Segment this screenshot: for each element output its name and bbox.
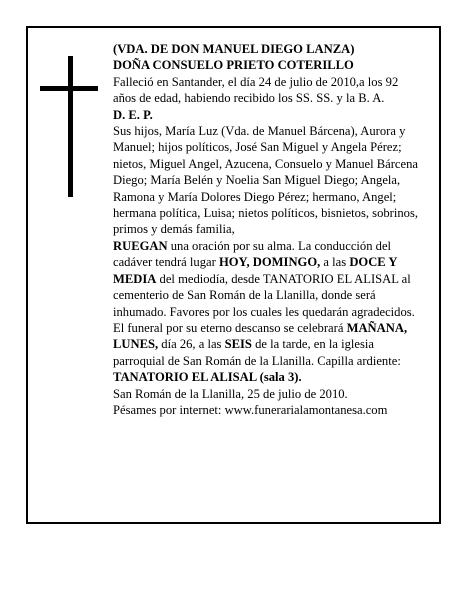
obituary-frame — [26, 26, 441, 524]
ceremony-paragraph: RUEGAN una oración por su alma. La conducción del cadáver tendrá lugar HOY, DOMINGO, a las DOCE Y MEDIA del mediodía, desde TANATORIO EL ALISAL al cementerio de San Román de la Llanilla, donde será inhumado. Favores por los cuales les quedarán agradecidos. El funeral por su eterno descanso se celebrará MAÑANA, LUNES, día 26, a las SEIS de la tarde, en la iglesia parroquial de San Román de la Llanilla. Capilla ardiente: TANATORIO EL ALISAL (sala 3). — [113, 238, 415, 385]
header-line-2: DOÑA CONSUELO PRIETO COTERILLO — [113, 58, 354, 73]
condolences-line: Pésames por internet: www.funerarialamontanesa.com — [113, 402, 388, 417]
family-paragraph: Sus hijos, María Luz (Vda. de Manuel Bárcena), Aurora y Manuel; hijos políticos, José San Miguel y Angela Pérez; nietos, Miguel Angel, Azucena, Consuelo y Manuel Bárcena Diego; María Belén y Noelia San Miguel Diego; Angela, Ramona y María Dolores Diego Pérez; hermano, Angel; hermana política, Luisa; nietos políticos, bisnietos, sobrinos, primos y demás familia, — [113, 124, 419, 237]
place-date: San Román de la Llanilla, 25 de julio de 2010. — [113, 386, 348, 401]
dep-line: D. E. P. — [113, 107, 153, 122]
header-line-1: (VDA. DE DON MANUEL DIEGO LANZA) — [113, 42, 355, 56]
death-info: Falleció en Santander, el día 24 de julio de 2010,a los 92 años de edad, habiendo recibido los SS. SS. y la B. A. — [113, 74, 399, 106]
obituary-text — [113, 41, 419, 418]
